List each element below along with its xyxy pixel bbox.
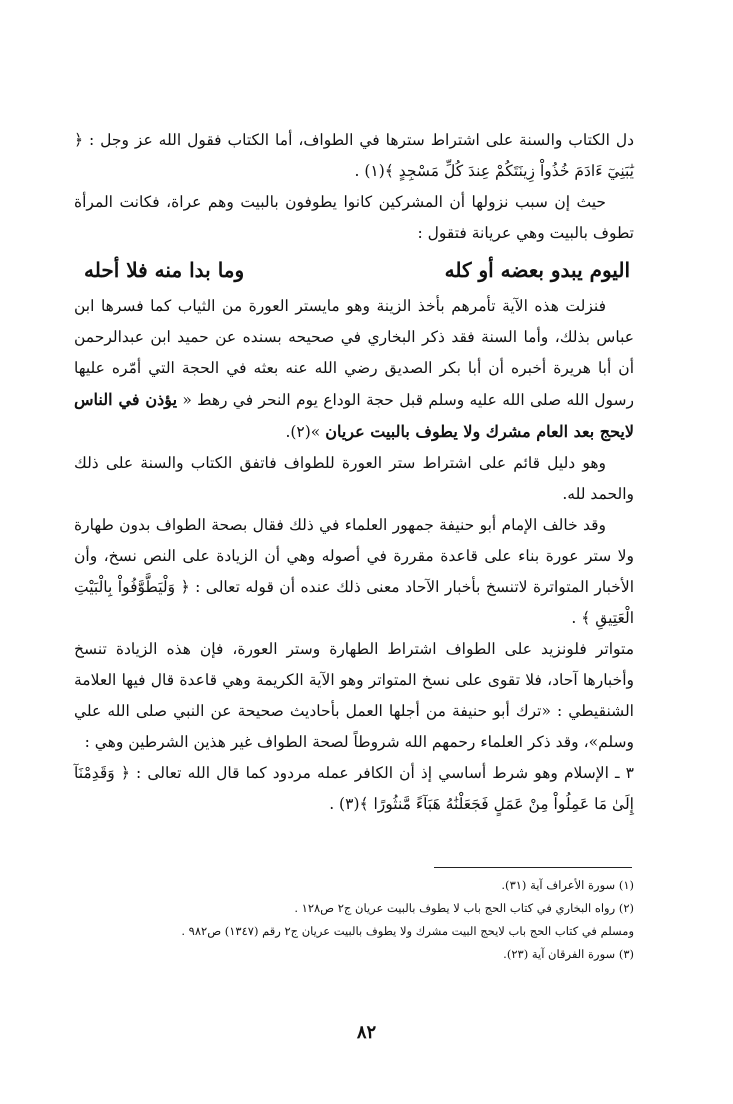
paragraph-4: وهو دليل قائم على اشتراط ستر العورة للطواف فاتفق الكتاب والسنة على ذلك والحمد لله. — [74, 454, 634, 503]
paragraph-3 — [74, 291, 634, 448]
poem-verse — [74, 249, 634, 291]
main-text — [74, 125, 634, 820]
paragraph-7: ٣ ـ الإسلام وهو شرط أساسي إذ أن الكافر عمله مردود كما قال الله تعالى : ﴿ وَقَدِمْنَآ إِلَىٰ مَا عَمِلُواْ مِنْ عَمَلٍ فَجَعَلْنَٰهُ هَبَآءً مَّنثُورًا ﴾(٣) . — [74, 764, 634, 813]
footnote-separator — [434, 867, 632, 868]
page-number: ٨٢ — [356, 1022, 377, 1043]
paragraph-5: وقد خالف الإمام أبو حنيفة جمهور العلماء في ذلك فقال بصحة الطواف بدون طهارة ولا ستر عورة بناء على قاعدة مقررة في أصوله وهي أن الزيادة على النص نسخ، وأن الأخبار المتواترة لاتنسخ بأخبار الآحاد معنى ذلك عنده أن قوله تعالى : ﴿ وَلْيَطَّوَّفُواْ بِالْبَيْتِ الْعَتِيقِ ﴾ . — [74, 516, 634, 627]
paragraph-3-ref: »(٢). — [285, 423, 326, 441]
poem-hemistich-right: اليوم يبدو بعضه أو كله — [444, 258, 630, 282]
poem-hemistich-left: وما بدا منه فلا أحله — [84, 258, 245, 282]
footnote-3: (٣) سورة الفرقان آية (٢٣). — [503, 947, 634, 961]
paragraph-1: دل الكتاب والسنة على اشتراط سترها في الطواف، أما الكتاب فقول الله عز وجل : ﴿ يَٰبَنِيٓ ءَادَمَ خُذُواْ زِينَتَكُمْ عِندَ كُلِّ مَسْجِدٍ ﴾(١) . — [74, 131, 634, 180]
paragraph-2: حيث إن سبب نزولها أن المشركين كانوا يطوفون بالبيت وهم عراة، فكانت المرأة تطوف بالبيت وهي عريانة فتقول : — [74, 193, 634, 242]
hadith-quote: يؤذن في الناس لايحج بعد العام مشرك ولا يطوف بالبيت عريان — [74, 390, 634, 441]
paragraph-6: متواتر فلونزيد على الطواف اشتراط الطهارة وستر العورة، فإن هذه الزيادة تنسخ وأخبارها آحاد، فلا تقوى على نسخ المتواتر وهو الآية الكريمة وهي قاعدة قال فيها العلامة الشنقيطي : «ترك أبو حنيفة من أجلها العمل بأحاديث صحيحة عن النبي صلى الله علي وسلم»، وقد ذكر العلماء رحمهم الله شروطاً لصحة الطواف غير هذين الشرطين وهي : — [74, 640, 634, 751]
footnote-2: (٢) رواه البخاري في كتاب الحج باب لا يطوف بالبيت عريان ج٢ ص١٢٨ . — [294, 901, 634, 915]
footnote-1: (١) سورة الأعراف آية (٣١). — [501, 878, 634, 892]
footnote-2-continued: ومسلم في كتاب الحج باب لايحج البيت مشرك ولا يطوف بالبيت عريان ج٢ رقم (١٣٤٧) ص٩٨٢ . — [181, 924, 634, 938]
paragraph-3-text: فنزلت هذه الآية تأمرهم بأخذ الزينة وهو مايستر العورة من الثياب كما فسرها ابن عباس بذلك، وأما السنة فقد ذكر البخاري في صحيحه بسنده عن حميد ابن عبدالرحمن أن أبا هريرة أخبره أن أبا بكر الصديق رضي الله عنه بعثه في الحجة التي أمّره عليها رسول الله صلى الله عليه وسلم قبل حجة الوداع يوم النحر في رهط « — [74, 297, 634, 409]
footnotes — [74, 874, 634, 966]
